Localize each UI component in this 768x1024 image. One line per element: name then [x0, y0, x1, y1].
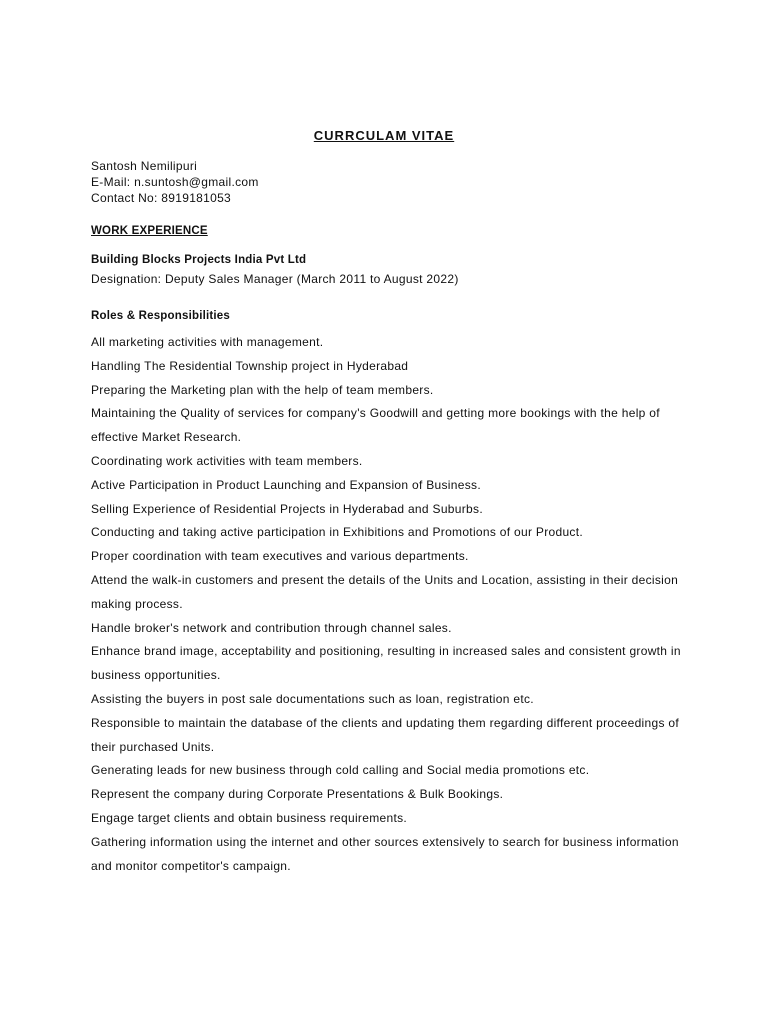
- responsibility-item: Gathering information using the internet and other sources extensively to search for business information and monitor competitor's campaign.: [91, 834, 679, 873]
- responsibility-item: Maintaining the Quality of services for company's Goodwill and getting more bookings with the help of effective Market Research.: [91, 406, 660, 445]
- company-name: Building Blocks Projects India Pvt Ltd: [91, 254, 307, 266]
- responsibility-item: Proper coordination with team executives and various departments.: [91, 549, 469, 564]
- responsibility-item: Engage target clients and obtain business requirements.: [91, 810, 408, 825]
- responsibility-item: Preparing the Marketing plan with the help of team members.: [91, 382, 434, 397]
- responsibility-item: Handle broker's network and contribution through channel sales.: [91, 620, 452, 635]
- roles-heading: Roles & Responsibilities: [91, 310, 230, 322]
- responsibility-item: Active Participation in Product Launching and Expansion of Business.: [91, 477, 481, 492]
- responsibilities-list: [91, 331, 691, 878]
- responsibility-item: Enhance brand image, acceptability and positioning, resulting in increased sales and consistent growth in business opportunities.: [91, 644, 681, 683]
- document-title: CURRCULAM VITAE: [313, 128, 455, 143]
- responsibility-item: All marketing activities with management.: [91, 335, 324, 349]
- contact-block: [91, 158, 259, 206]
- responsibility-item: Conducting and taking active participation in Exhibitions and Promotions of our Product.: [91, 525, 584, 540]
- email-line: E-Mail: n.suntosh@gmail.com: [91, 175, 259, 189]
- designation-line: Designation: Deputy Sales Manager (March 2011 to August 2022): [91, 272, 459, 286]
- responsibility-item: Represent the company during Corporate Presentations & Bulk Bookings.: [91, 787, 504, 802]
- responsibility-item: Attend the walk-in customers and present the details of the Units and Location, assisting in their decision making process.: [91, 572, 679, 611]
- candidate-name: Santosh Nemilipuri: [91, 159, 198, 173]
- work-experience-heading: WORK EXPERIENCE: [91, 225, 208, 237]
- responsibility-item: Handling The Residential Township project in Hyderabad: [91, 358, 409, 373]
- responsibility-item: Assisting the buyers in post sale documentations such as loan, registration etc.: [91, 691, 534, 706]
- responsibility-item: Responsible to maintain the database of the clients and updating them regarding different proceedings of their purchased Units.: [91, 715, 680, 754]
- responsibility-item: Selling Experience of Residential Projects in Hyderabad and Suburbs.: [91, 501, 483, 516]
- phone-line: Contact No: 8919181053: [91, 191, 232, 205]
- responsibility-item: Coordinating work activities with team members.: [91, 453, 363, 468]
- responsibility-item: Generating leads for new business through cold calling and Social media promotions etc.: [91, 763, 590, 778]
